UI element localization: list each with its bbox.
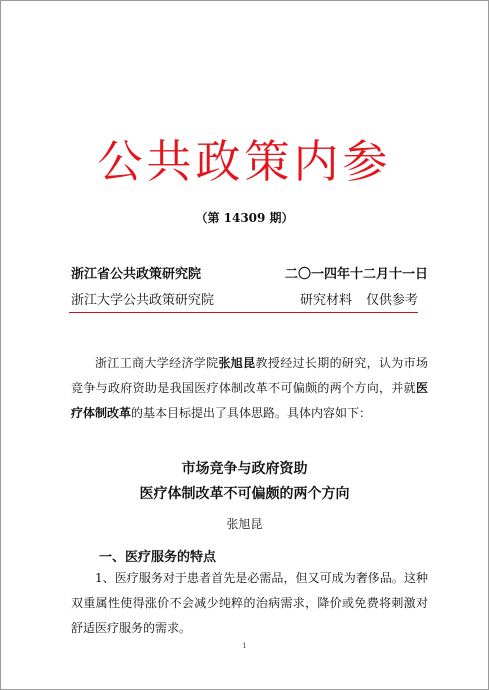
usage-note	[300, 289, 418, 308]
intro-part-2: 教授经过长期的研究，认为市场竞争与政府资助是我国医疗体制改革不可偏颇的两个方向，并就	[71, 356, 428, 395]
issuing-org: 浙江省公共政策研究院	[71, 267, 202, 282]
intro-part-1: 浙江工商大学经济学院	[95, 356, 219, 370]
author-name-inline: 张旭昆	[218, 356, 256, 370]
intro-part-3: 的基本目标提出了具体思路。具体内容如下：	[131, 406, 372, 420]
page-number: 1	[242, 642, 247, 650]
usage-note-2: 仅供参考	[365, 293, 418, 308]
header-row-1	[71, 263, 428, 282]
body-paragraph: 1、医疗服务对于患者首先是必需品，但又可成为奢侈品。这种双重属性使得涨价不会减少纯粹的治病需求，降价或免费将刺激对舒适医疗服务的需求。	[71, 571, 428, 635]
article-title-line-2: 医疗体制改革不可偏颇的两个方向	[139, 486, 350, 502]
co-issuing-org: 浙江大学公共政策研究院	[71, 293, 215, 308]
intro-bold-phrase: 医疗体制改革	[71, 381, 428, 420]
issue-date: 二〇一四年十二月十一日	[284, 267, 428, 282]
issue-number: （第 14309 期）	[195, 211, 294, 225]
article-title-line-1: 市场竞争与政府资助	[181, 461, 308, 477]
article-author: 张旭昆	[226, 517, 263, 531]
header-row-2	[71, 289, 428, 308]
section-heading: 一、医疗服务的特点	[99, 550, 217, 565]
red-divider	[69, 312, 418, 313]
masthead-title: 公共政策内参	[97, 135, 392, 188]
intro-paragraph	[71, 351, 428, 426]
usage-note-1: 研究材料	[299, 293, 352, 308]
